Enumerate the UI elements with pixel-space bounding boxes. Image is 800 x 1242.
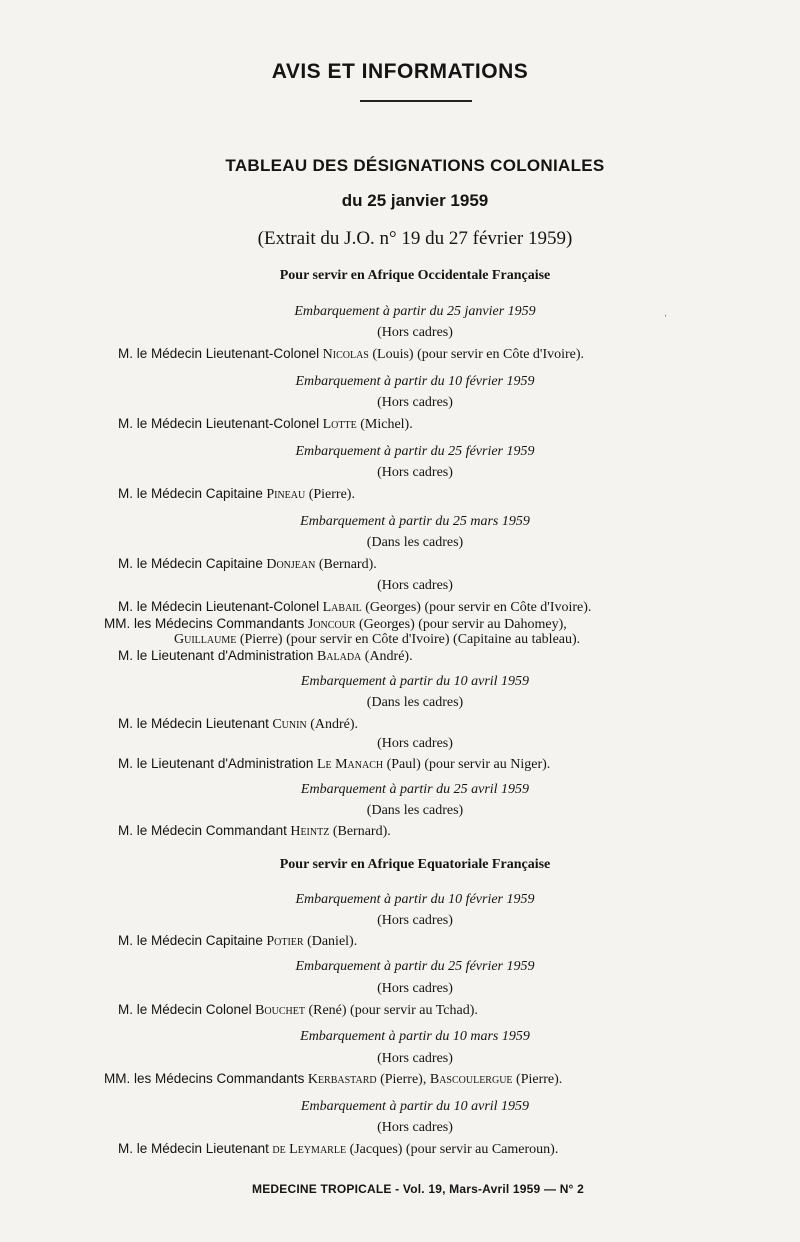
designation-entry: MM. les Médecins Commandants Kerbastard (Pierre), Bascoulergue (Pierre). [104,1071,563,1087]
cadres-line: (Hors cadres) [377,1120,453,1135]
designation-entry: M. le Médecin Capitaine Potier (Daniel). [118,933,358,949]
title-underline [360,100,472,102]
embarkation-line: Embarquement à partir du 25 février 1959 [295,959,535,974]
embarkation-line: Embarquement à partir du 10 février 1959 [295,374,535,389]
embarkation-line: Embarquement à partir du 25 mars 1959 [300,514,530,529]
designation-entry: M. le Médecin Commandant Heintz (Bernard). [118,823,391,839]
cadres-line: (Hors cadres) [377,981,453,996]
section-heading-aef: Pour servir en Afrique Equatoriale Française [279,857,551,872]
embarkation-line: Embarquement à partir du 10 avril 1959 [300,1099,530,1114]
designation-entry: M. le Lieutenant d'Administration Balada (André). [118,648,413,664]
page-footer: MEDECINE TROPICALE - Vol. 19, Mars-Avril 1959 — N° 2 [252,1182,584,1196]
cadres-line: (Hors cadres) [377,913,453,928]
designation-entry: M. le Médecin Lieutenant de Leymarle (Jacques) (pour servir au Cameroun). [118,1141,559,1157]
cadres-line: (Dans les cadres) [366,803,464,818]
embarkation-line: Embarquement à partir du 10 février 1959 [295,892,535,907]
cadres-line: (Dans les cadres) [366,695,464,710]
designation-entry-continued: Guillaume (Pierre) (pour servir en Côte d'Ivoire) (Capitaine au tableau). [174,632,581,647]
embarkation-line: Embarquement à partir du 10 mars 1959 [300,1029,530,1044]
embarkation-line: Embarquement à partir du 25 février 1959 [295,444,535,459]
stray-mark: ˌ [664,306,668,317]
cadres-line: (Hors cadres) [377,465,453,480]
extrait-note: (Extrait du J.O. n° 19 du 27 février 1959) [257,228,573,249]
section-heading-aof: Pour servir en Afrique Occidentale Française [279,268,551,283]
page-title: AVIS ET INFORMATIONS [271,60,529,83]
cadres-line: (Hors cadres) [377,325,453,340]
embarkation-line: Embarquement à partir du 25 avril 1959 [300,782,530,797]
table-date: du 25 janvier 1959 [341,191,489,210]
table-title: TABLEAU DES DÉSIGNATIONS COLONIALES [225,156,605,175]
cadres-line: (Hors cadres) [377,395,453,410]
designation-entry: M. le Médecin Lieutenant-Colonel Lotte (Michel). [118,416,413,432]
designation-entry: MM. les Médecins Commandants Joncour (Georges) (pour servir au Dahomey), [104,616,567,632]
designation-entry: M. le Médecin Lieutenant-Colonel Nicolas (Louis) (pour servir en Côte d'Ivoire). [118,346,585,362]
cadres-line: (Hors cadres) [377,736,453,751]
designation-entry: M. le Lieutenant d'Administration Le Manach (Paul) (pour servir au Niger). [118,756,551,772]
designation-entry: M. le Médecin Colonel Bouchet (René) (pour servir au Tchad). [118,1002,478,1018]
embarkation-line: Embarquement à partir du 25 janvier 1959 [294,304,536,319]
cadres-line: (Dans les cadres) [366,535,464,550]
embarkation-line: Embarquement à partir du 10 avril 1959 [300,674,530,689]
designation-entry: M. le Médecin Capitaine Donjean (Bernard). [118,556,377,572]
designation-entry: M. le Médecin Capitaine Pineau (Pierre). [118,486,355,502]
designation-entry: M. le Médecin Lieutenant Cunin (André). [118,716,358,732]
cadres-line: (Hors cadres) [377,578,453,593]
designation-entry: M. le Médecin Lieutenant-Colonel Labail (Georges) (pour servir en Côte d'Ivoire). [118,599,592,615]
cadres-line: (Hors cadres) [377,1051,453,1066]
